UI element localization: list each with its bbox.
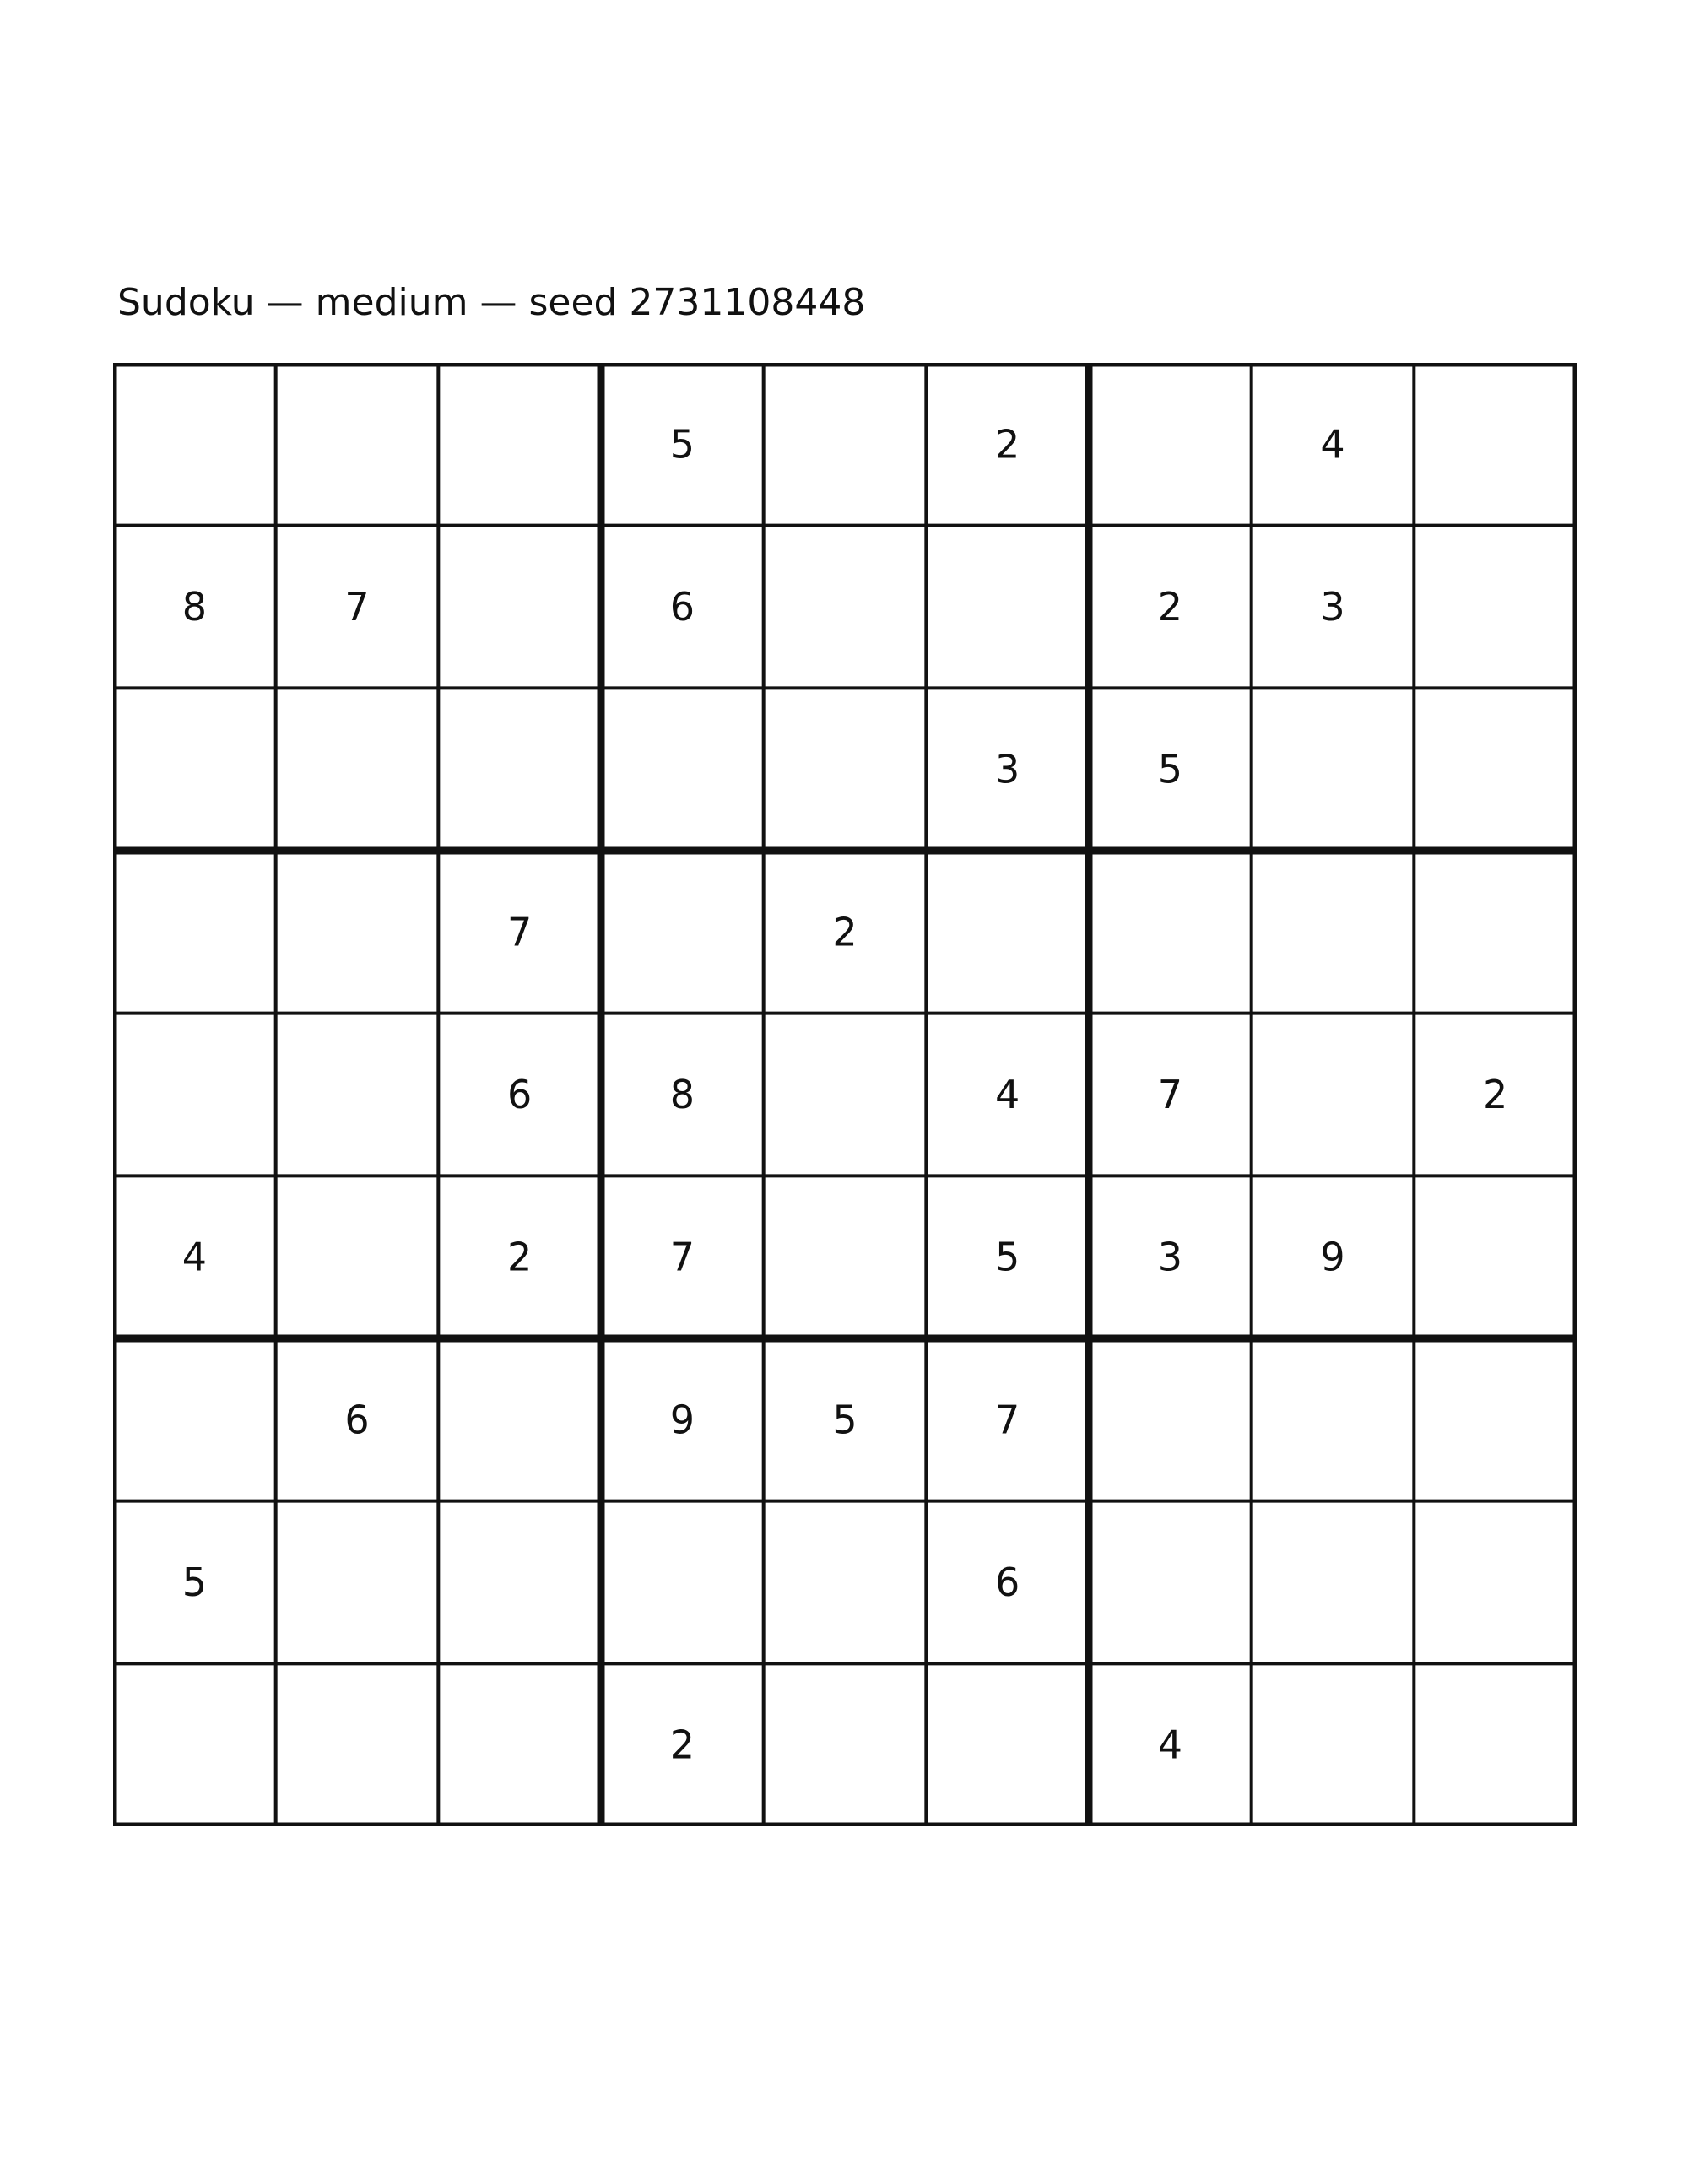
given-digit-r7-c6: 7 <box>995 1397 1020 1443</box>
cell-r1-c7[interactable] <box>1089 363 1252 526</box>
cell-r3-c8[interactable] <box>1252 688 1415 851</box>
given-digit-r6-c4: 7 <box>669 1234 695 1280</box>
given-digit-r2-c8: 3 <box>1320 584 1345 630</box>
given-digit-r5-c6: 4 <box>995 1072 1020 1117</box>
cell-r8-c9[interactable] <box>1414 1501 1577 1664</box>
given-digit-r8-c6: 6 <box>995 1560 1020 1605</box>
given-digit-r7-c4: 9 <box>669 1397 695 1443</box>
cell-r6-c9[interactable] <box>1414 1176 1577 1338</box>
cell-r7-c9[interactable] <box>1414 1338 1577 1501</box>
cell-r9-c8[interactable] <box>1252 1663 1415 1826</box>
given-digit-r5-c9: 2 <box>1483 1072 1508 1117</box>
cell-r3-c3[interactable] <box>438 688 601 851</box>
cell-r3-c5[interactable] <box>764 688 927 851</box>
given-digit-r6-c7: 3 <box>1157 1234 1182 1280</box>
given-digit-r4-c5: 2 <box>832 909 858 955</box>
given-digit-r3-c7: 5 <box>1157 746 1182 792</box>
given-digit-r6-c6: 5 <box>995 1234 1020 1280</box>
cell-r1-c1[interactable] <box>113 363 276 526</box>
cell-r2-c9[interactable] <box>1414 526 1577 689</box>
cell-r9-c9[interactable] <box>1414 1663 1577 1826</box>
cell-r5-c1[interactable] <box>113 1014 276 1176</box>
given-digit-r7-c5: 5 <box>832 1397 858 1443</box>
given-digit-r6-c8: 9 <box>1320 1234 1345 1280</box>
given-digit-r3-c6: 3 <box>995 746 1020 792</box>
cell-r1-c3[interactable] <box>438 363 601 526</box>
cell-r2-c3[interactable] <box>438 526 601 689</box>
cell-r8-c3[interactable] <box>438 1501 601 1664</box>
cell-r4-c4[interactable] <box>601 851 764 1014</box>
given-digit-r1-c4: 5 <box>669 421 695 468</box>
cell-r1-c2[interactable] <box>276 363 439 526</box>
cell-r1-c9[interactable] <box>1414 363 1577 526</box>
cell-r9-c6[interactable] <box>926 1663 1089 1826</box>
given-digit-r5-c4: 8 <box>669 1072 695 1117</box>
given-digit-r9-c4: 2 <box>669 1722 695 1768</box>
cell-r4-c9[interactable] <box>1414 851 1577 1014</box>
given-digit-r5-c3: 6 <box>507 1072 533 1117</box>
given-digit-r4-c3: 7 <box>507 909 533 955</box>
cell-r3-c9[interactable] <box>1414 688 1577 851</box>
cell-r5-c2[interactable] <box>276 1014 439 1176</box>
cell-r1-c5[interactable] <box>764 363 927 526</box>
given-digit-r9-c7: 4 <box>1157 1722 1182 1768</box>
cell-r4-c7[interactable] <box>1089 851 1252 1014</box>
cell-r3-c1[interactable] <box>113 688 276 851</box>
cell-r9-c1[interactable] <box>113 1663 276 1826</box>
puzzle-title: Sudoku — medium — seed 2731108448 <box>117 281 866 324</box>
cell-r8-c5[interactable] <box>764 1501 927 1664</box>
cell-r6-c5[interactable] <box>764 1176 927 1338</box>
cell-r9-c2[interactable] <box>276 1663 439 1826</box>
cell-r8-c2[interactable] <box>276 1501 439 1664</box>
cell-r8-c4[interactable] <box>601 1501 764 1664</box>
cell-r3-c4[interactable] <box>601 688 764 851</box>
cell-r6-c2[interactable] <box>276 1176 439 1338</box>
given-digit-r1-c8: 4 <box>1320 421 1345 468</box>
cell-r5-c5[interactable] <box>764 1014 927 1176</box>
cell-r7-c1[interactable] <box>113 1338 276 1501</box>
cell-r2-c6[interactable] <box>926 526 1089 689</box>
given-digit-r6-c1: 4 <box>181 1234 207 1280</box>
cell-r8-c8[interactable] <box>1252 1501 1415 1664</box>
given-digit-r7-c2: 6 <box>344 1397 370 1443</box>
cell-r3-c2[interactable] <box>276 688 439 851</box>
cell-r5-c8[interactable] <box>1252 1014 1415 1176</box>
given-digit-r2-c1: 8 <box>181 584 207 630</box>
cell-r7-c7[interactable] <box>1089 1338 1252 1501</box>
given-digit-r5-c7: 7 <box>1157 1072 1182 1117</box>
given-digit-r6-c3: 2 <box>507 1234 533 1280</box>
given-digit-r2-c4: 6 <box>669 584 695 630</box>
cell-r8-c7[interactable] <box>1089 1501 1252 1664</box>
cell-r9-c3[interactable] <box>438 1663 601 1826</box>
cell-r2-c5[interactable] <box>764 526 927 689</box>
cell-r4-c8[interactable] <box>1252 851 1415 1014</box>
given-digit-r2-c2: 7 <box>344 584 370 630</box>
board-cells <box>113 363 1577 1826</box>
cell-r4-c1[interactable] <box>113 851 276 1014</box>
given-digit-r1-c6: 2 <box>995 421 1020 468</box>
cell-r7-c3[interactable] <box>438 1338 601 1501</box>
cell-r7-c8[interactable] <box>1252 1338 1415 1501</box>
cell-r9-c5[interactable] <box>764 1663 927 1826</box>
sudoku-board <box>113 363 1577 1826</box>
given-digit-r2-c7: 2 <box>1157 584 1182 630</box>
cell-r4-c2[interactable] <box>276 851 439 1014</box>
cell-r4-c6[interactable] <box>926 851 1089 1014</box>
given-digit-r8-c1: 5 <box>181 1560 207 1605</box>
